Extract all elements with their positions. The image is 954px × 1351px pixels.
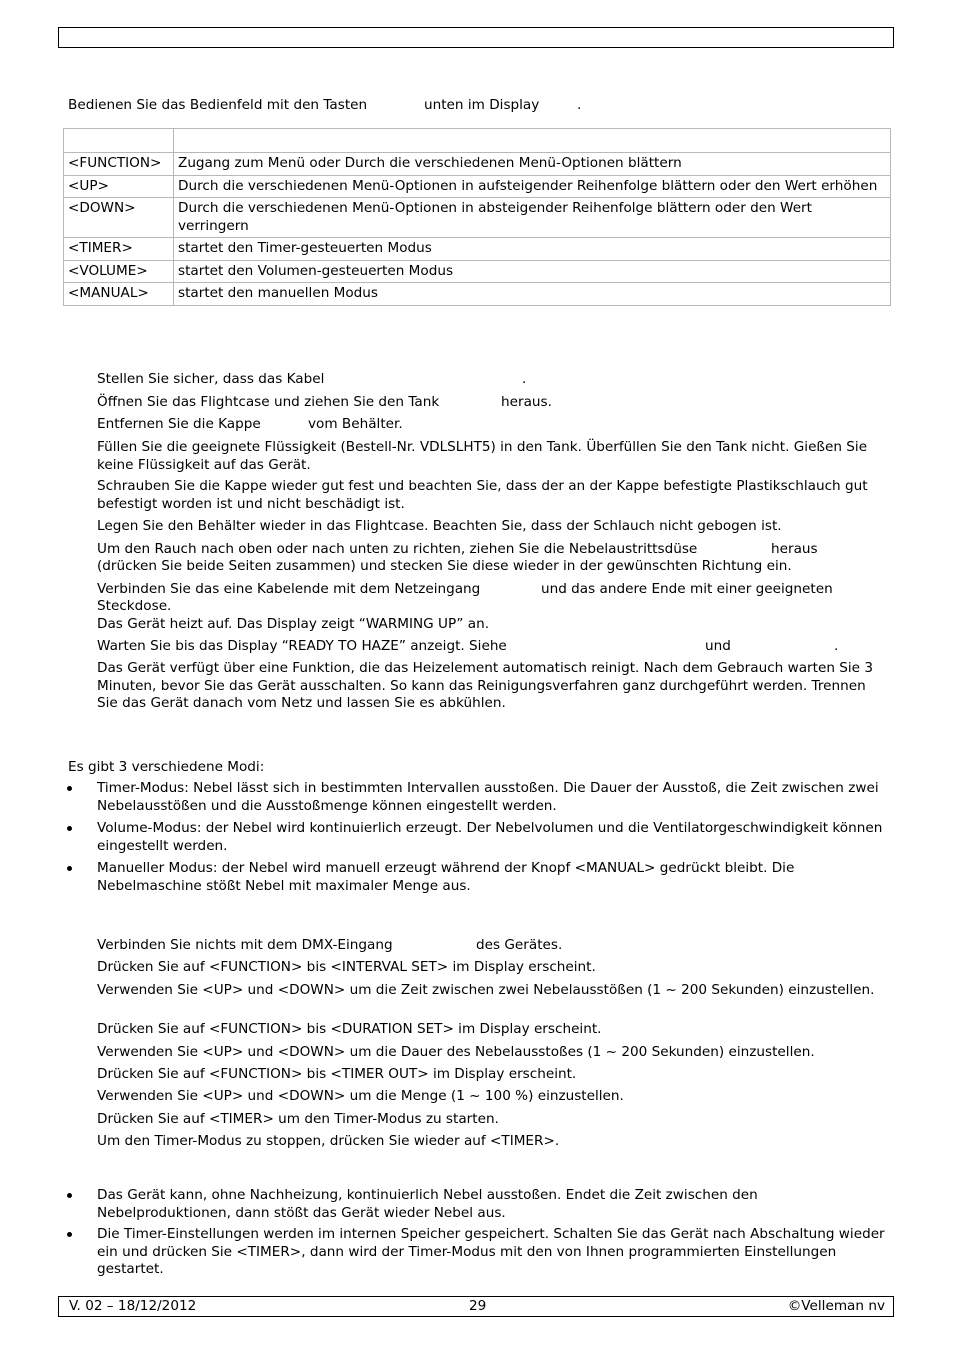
- key-cell: <DOWN>: [64, 198, 174, 238]
- timer-step-7: Verwenden Sie <UP> und <DOWN> um die Menge (1 ~ 100 %) einzustellen.: [97, 1088, 624, 1104]
- intro-text-1: Bedienen Sie das Bedienfeld mit den Tasten: [68, 97, 368, 113]
- intro-text-3: .: [577, 97, 582, 113]
- mode-timer: Timer-Modus: Nebel lässt sich in bestimmten Intervallen ausstoßen. Die Dauer der Ausstoß, die Zeit zwischen zwei Nebelausstößen und die Ausstoßmenge können eingestellt werden.: [97, 780, 879, 814]
- modes-intro: Es gibt 3 verschiedene Modi:: [68, 759, 265, 775]
- mode-manual: Manueller Modus: der Nebel wird manuell erzeugt während der Knopf <MANUAL> gedrückt bleibt. Die Nebelmaschine stößt Nebel mit maximaler Menge aus.: [97, 860, 795, 894]
- key-cell: <TIMER>: [64, 238, 174, 261]
- setup-step-3: Entfernen Sie die Kappe: [97, 416, 261, 432]
- setup-step-9: Warten Sie bis das Display “READY TO HAZE” anzeigt. Siehe: [97, 638, 507, 654]
- timer-step-1-end: des Gerätes.: [476, 937, 563, 953]
- key-table: [63, 128, 891, 306]
- footer-version: V. 02 – 18/12/2012: [69, 1298, 197, 1314]
- footer-page-number: 29: [469, 1298, 487, 1314]
- bullet-icon: [66, 1227, 74, 1235]
- timer-step-3: Verwenden Sie <UP> und <DOWN> um die Zeit zwischen zwei Nebelausstößen (1 ~ 200 Sekunden) einzustellen.: [97, 982, 875, 998]
- key-table-header-row: [64, 129, 891, 153]
- setup-step-3-end: vom Behälter.: [308, 416, 403, 432]
- timer-step-1: Verbinden Sie nichts mit dem DMX-Eingang: [97, 937, 393, 953]
- setup-step-10: Das Gerät verfügt über eine Funktion, die das Heizelement automatisch reinigt. Nach dem Gebrauch warten Sie 3 Minuten, bevor Sie das Gerät ausschalten. So kann das Reinigungsverfahren ganz durchgeführt werden. Trennen Sie das Gerät danach vom Netz und lassen Sie es abkühlen.: [97, 660, 874, 711]
- timer-step-9: Um den Timer-Modus zu stoppen, drücken Sie wieder auf <TIMER>.: [97, 1133, 560, 1149]
- note-1: Das Gerät kann, ohne Nachheizung, kontinuierlich Nebel ausstoßen. Endet die Zeit zwischen den Nebelproduktionen, dann stößt das Gerät wieder Nebel aus.: [97, 1187, 758, 1221]
- setup-step-2: Öffnen Sie das Flightcase und ziehen Sie den Tank: [97, 394, 440, 410]
- timer-step-2: Drücken Sie auf <FUNCTION> bis <INTERVAL SET> im Display erscheint.: [97, 959, 596, 975]
- desc-cell: startet den Volumen-gesteuerten Modus: [174, 260, 891, 283]
- key-cell: <VOLUME>: [64, 260, 174, 283]
- desc-cell: Durch die verschiedenen Menü-Optionen in aufsteigender Reihenfolge blättern oder den Wert erhöhen: [174, 175, 891, 198]
- footer-copyright: ©Velleman nv: [787, 1298, 885, 1314]
- setup-step-8: Verbinden Sie das eine Kabelende mit dem Netzeingang: [97, 581, 481, 597]
- setup-step-8-mid: und das andere Ende mit einer geeigneten: [541, 581, 833, 597]
- bullet-icon: [66, 861, 74, 869]
- timer-step-6: Drücken Sie auf <FUNCTION> bis <TIMER OUT> im Display erscheint.: [97, 1066, 577, 1082]
- key-cell: <MANUAL>: [64, 283, 174, 306]
- key-cell: <FUNCTION>: [64, 153, 174, 176]
- setup-step-7-cont: (drücken Sie beide Seiten zusammen) und stecken Sie diese wieder in der gewünschten Richtung ein.: [97, 558, 792, 574]
- setup-step-4: Füllen Sie die geeignete Flüssigkeit (Bestell-Nr. VDLSLHT5) in den Tank. Überfüllen Sie den Tank nicht. Gießen Sie keine Flüssigkeit auf das Gerät.: [97, 439, 868, 473]
- desc-cell: Zugang zum Menü oder Durch die verschiedenen Menü-Optionen blättern: [174, 153, 891, 176]
- page-header-box: [58, 27, 894, 48]
- key-cell: <UP>: [64, 175, 174, 198]
- note-2: Die Timer-Einstellungen werden im internen Speicher gespeichert. Schalten Sie das Gerät nach Abschaltung wieder ein und drücken Sie <TIMER>, dann wird der Timer-Modus mit den von Ihnen programmierten Einstellungen gestartet.: [97, 1226, 885, 1277]
- bullet-icon: [66, 821, 74, 829]
- desc-cell: startet den Timer-gesteuerten Modus: [174, 238, 891, 261]
- timer-step-4: Drücken Sie auf <FUNCTION> bis <DURATION SET> im Display erscheint.: [97, 1021, 602, 1037]
- table-row: [64, 283, 891, 306]
- bullet-icon: [66, 781, 74, 789]
- mode-volume: Volume-Modus: der Nebel wird kontinuierlich erzeugt. Der Nebelvolumen und die Ventilatorgeschwindigkeit können eingestellt werden.: [97, 820, 883, 854]
- key-table-header-key: [64, 129, 174, 153]
- setup-step-1: Stellen Sie sicher, dass das Kabel: [97, 371, 325, 387]
- table-row: [64, 238, 891, 261]
- setup-step-7-mid: heraus: [771, 541, 818, 557]
- table-row: [64, 153, 891, 176]
- intro-text-2: unten im Display: [424, 97, 540, 113]
- page-footer: [58, 1296, 894, 1317]
- desc-cell: startet den manuellen Modus: [174, 283, 891, 306]
- setup-step-9-end: .: [834, 638, 839, 654]
- key-table-header-desc: [174, 129, 891, 153]
- setup-step-7: Um den Rauch nach oben oder nach unten zu richten, ziehen Sie die Nebelaustrittsdüse: [97, 541, 698, 557]
- setup-step-1-end: .: [522, 371, 527, 387]
- table-row: [64, 198, 891, 238]
- timer-step-5: Verwenden Sie <UP> und <DOWN> um die Dauer des Nebelausstoßes (1 ~ 200 Sekunden) einzustellen.: [97, 1044, 815, 1060]
- setup-step-6: Legen Sie den Behälter wieder in das Flightcase. Beachten Sie, dass der Schlauch nicht gebogen ist.: [97, 518, 782, 534]
- bullet-icon: [66, 1188, 74, 1196]
- setup-step-2-end: heraus.: [501, 394, 552, 410]
- setup-step-5: Schrauben Sie die Kappe wieder gut fest und beachten Sie, dass der an der Kappe befestigte Plastikschlauch gut befestigt worden ist und nicht beschädigt ist.: [97, 478, 868, 512]
- setup-step-8-note: Das Gerät heizt auf. Das Display zeigt “WARMING UP” an.: [97, 616, 490, 632]
- setup-step-9-mid: und: [705, 638, 731, 654]
- setup-step-8-cont: Steckdose.: [97, 598, 172, 614]
- timer-step-8: Drücken Sie auf <TIMER> um den Timer-Modus zu starten.: [97, 1111, 499, 1127]
- table-row: [64, 175, 891, 198]
- desc-cell: Durch die verschiedenen Menü-Optionen in absteigender Reihenfolge blättern oder den Wert verringern: [174, 198, 891, 238]
- table-row: [64, 260, 891, 283]
